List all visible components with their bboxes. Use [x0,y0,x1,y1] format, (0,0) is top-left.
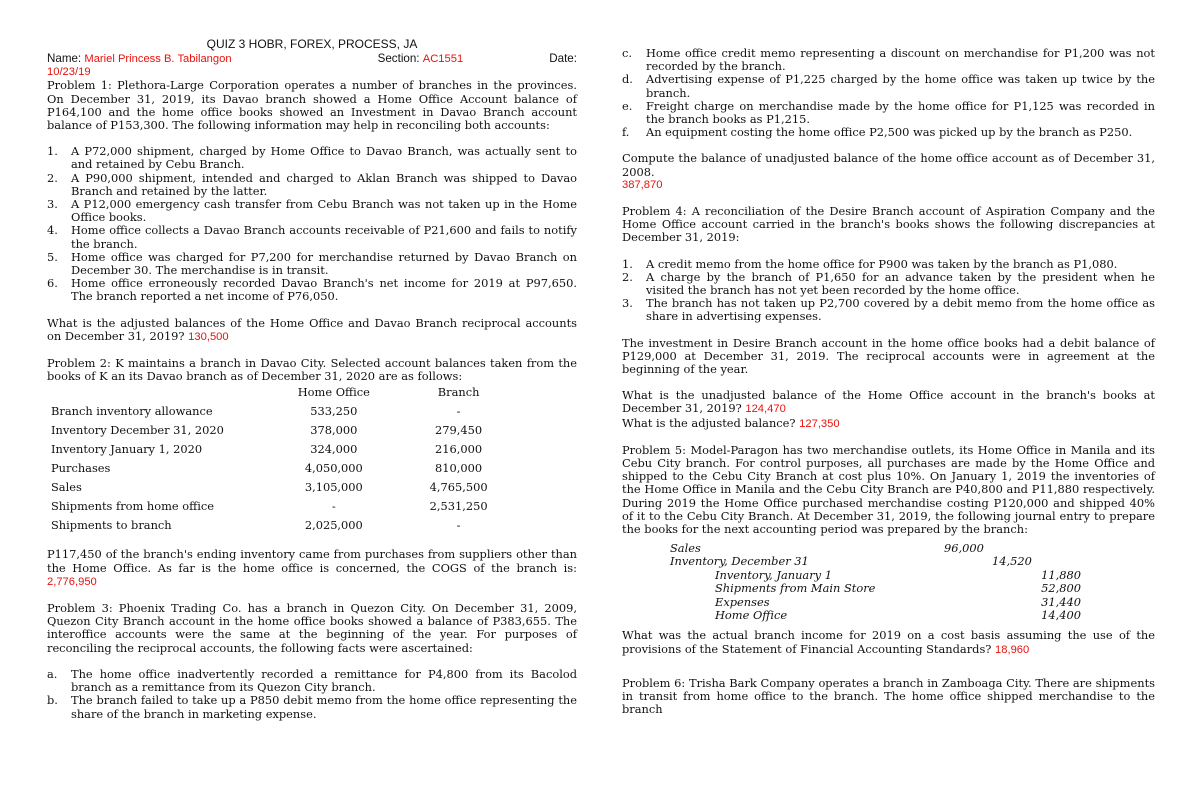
table-row: Inventory December 31, 2020 378,000 279,450 [51,423,483,438]
balances-table [51,383,521,535]
name-field [47,52,232,66]
list-item: 3. The branch has not taken up P2,700 covered by a debit memo from the home office as share in advertising expenses. [622,296,1155,324]
problem2-intro: Problem 2: K maintains a branch in Davao City. Selected account balances taken from the books of K an its Davao branch as of December 31, 2020 are as follows: [47,356,577,384]
journal-entry [622,542,1155,622]
je-credit-2-label: Shipments from Main Store [715,581,876,596]
problem5-answer: 18,960 [995,643,1030,656]
quiz-title: QUIZ 3 HOBR, FOREX, PROCESS, JA [206,37,418,51]
list-item: d. Advertising expense of P1,225 charged by the home office was taken up twice by the branch. [622,72,1155,100]
table-row: Sales 3,105,000 4,765,500 [51,480,488,495]
section-value: AC1551 [422,53,464,66]
problem4-question2: What is the adjusted balance? 127,350 [622,415,840,430]
problem2-answer: 2,776,950 [47,575,97,588]
problem1-intro: Problem 1: Plethora-Large Corporation operates a number of branches in the provinces. On December 31, 2019, its Davao branch showed a Home Office Account balance of P164,100 and the home office books showed an Investment in Davao Branch account balance of P153,300. The following information may help in reconciling both accounts: [47,78,577,133]
list-item: f. An equipment costing the home office P2,500 was picked up by the branch as P250. [622,125,1133,140]
list-item: 2. A P90,000 shipment, intended and charged to Aklan Branch was shipped to Davao Branch and retained by the latter. [47,170,577,198]
problem3-list-right [622,47,1155,139]
right-column [622,47,1155,716]
table-header: Home Office Branch [297,385,480,400]
problem5-question: What was the actual branch income for 2019 on a cost basis assuming the use of the provisions of the Statement of Financial Accounting Standards? 18,960 [622,628,1155,656]
je-credit-4-amount: 14,400 [1041,608,1081,623]
problem3-question: Compute the balance of unadjusted balance of the home office account as of December 31, 2008. [622,151,1155,179]
table-row: Inventory January 1, 2020 324,000 216,000 [51,442,483,457]
je-credit-1-amount: 11,880 [1041,568,1081,583]
list-item: 4. Home office collects a Davao Branch accounts receivable of P21,600 and fails to notify the branch. [47,223,577,251]
header-line [47,52,577,66]
problem5-intro: Problem 5: Model-Paragon has two merchandise outlets, its Home Office in Manila and its Cebu City branch. For control purposes, all purchases are made by the Home Office and shipped to the Cebu City Branch at cost plus 10%. On January 1, 2019 the inventories of the Home Office in Manila and the Cebu City Branch are P40,800 and P11,880 respectively. During 2019 the Home Office purchased merchandise costing P120,000 and shipped 40% of it to the Cebu City Branch. At December 31, 2019, the following journal entry to prepare the books for the next accounting period was prepared by the branch: [622,442,1155,537]
problem4-question1: What is the unadjusted balance of the Home Office account in the branch's books at December 31, 2019? 124,470 [622,388,1155,416]
problem4-list [622,258,1155,324]
section-label: Section: [377,52,420,66]
name-value: Mariel Princess B. Tabilangon [84,53,232,66]
problem3-list-left [47,668,577,721]
problem1-question: What is the adjusted balances of the Home Office and Davao Branch reciprocal accounts on December 31, 2019? 130,500 [47,315,577,343]
table-row: Purchases 4,050,000 810,000 [51,461,483,476]
je-debit-1-amount: 96,000 [944,541,984,556]
list-item: a. The home office inadvertently recorded a remittance for P4,800 from its Bacolod branch as a remittance from its Quezon City branch. [47,666,577,695]
je-debit-1-label: Sales [670,541,701,556]
list-item: 1. A P72,000 shipment, charged by Home Office to Davao Branch, was actually sent to and retained by Cebu Branch. [47,144,577,172]
problem2-question: P117,450 of the branch's ending inventory came from purchases from suppliers other than the Home Office. As far is the home office is concerned, the COGS of the branch is: 2,776,950 [47,547,577,588]
problem4-answer1: 124,470 [745,403,786,416]
je-credit-3-amount: 31,440 [1041,595,1081,610]
problem4-answer2: 127,350 [799,417,840,430]
list-item: e. Freight charge on merchandise made by the home office for P1,125 was recorded in the branch books as P1,215. [622,98,1155,127]
list-item: 2. A charge by the branch of P1,650 for an advance taken by the president when he visited the branch has not yet been recorded by the home office. [622,269,1155,298]
problem3-answer: 387,870 [622,178,663,191]
je-credit-3-label: Expenses [715,595,770,610]
date-label: Date: [549,52,577,66]
list-item: c. Home office credit memo representing a discount on merchandise for P1,200 was not recorded by the branch. [622,46,1155,74]
problem3-intro: Problem 3: Phoenix Trading Co. has a branch in Quezon City. On December 31, 2009, Quezon City Branch account in the home office books showed a balance of P383,655. The interoffice accounts were the same at the beginning of the year. For purposes of reconciling the reciprocal accounts, the following facts were ascertained: [47,601,577,655]
list-item: 3. A P12,000 emergency cash transfer from Cebu Branch was not taken up in the Home Office books. [47,197,577,225]
name-label: Name: [47,52,82,66]
problem4-note: The investment in Desire Branch account in the home office books had a debit balance of P129,000 at December 31, 2019. The reciprocal accounts were in agreement at the beginning of the year. [622,335,1155,377]
problem6-intro: Problem 6: Trisha Bark Company operates a branch in Zamboaga City. There are shipments in transit from home office to the branch. The home office shipped merchandise to the branch [622,675,1155,717]
je-credit-2-amount: 52,800 [1041,581,1081,596]
problem1-answer: 130,500 [188,330,229,343]
je-debit-2-label: Inventory, December 31 [670,554,809,569]
je-credit-1-label: Inventory, January 1 [715,568,832,583]
je-credit-4-label: Home Office [715,608,788,623]
list-item: 1. A credit memo from the home office for P900 was taken by the branch as P1,080. [622,256,1118,271]
list-item: 5. Home office was charged for P7,200 for merchandise returned by Davao Branch on December 30. The merchandise is in transit. [47,249,577,278]
list-item: 6. Home office erroneously recorded Davao Branch's net income for 2019 at P97,650. The branch reported a net income of P76,050. [47,276,577,304]
problem1-list [47,145,577,303]
date-value: 10/23/19 [47,66,91,79]
table-row: Shipments to branch 2,025,000 - [51,518,461,533]
je-debit-2-amount: 14,520 [992,554,1032,569]
section-field [378,52,464,66]
list-item: b. The branch failed to take up a P850 debit memo from the home office representing the share of the branch in marketing expense. [47,693,577,721]
table-row: Branch inventory allowance 533,250 - [51,404,461,419]
left-column [47,38,577,721]
problem4-intro: Problem 4: A reconciliation of the Desire Branch account of Aspiration Company and the Home Office account carried in the branch's books shows the following discrepancies at December 31, 2019: [622,204,1155,245]
table-row: Shipments from home office - 2,531,250 [51,499,488,514]
